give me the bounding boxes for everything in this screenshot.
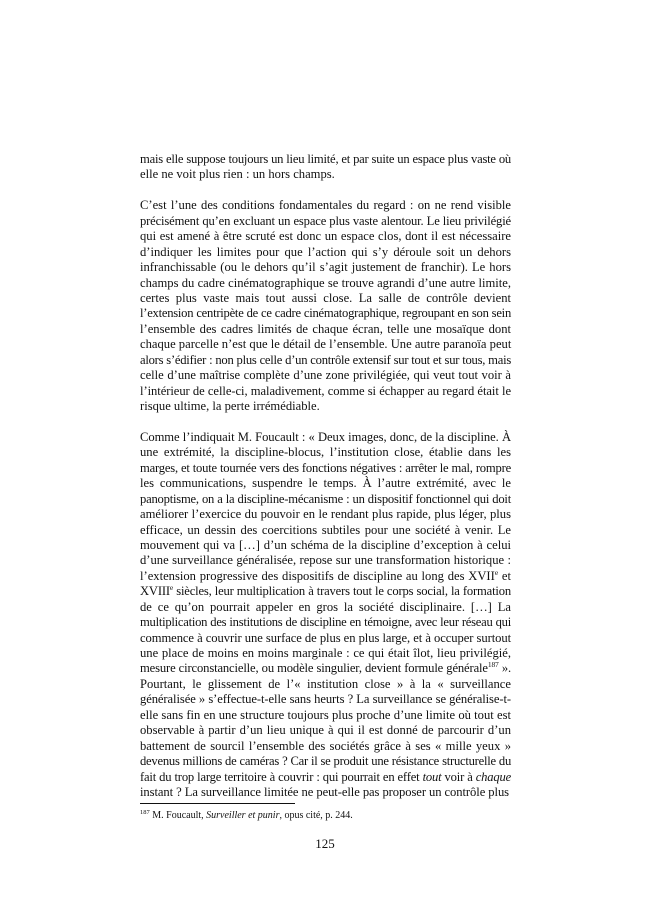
text-segment: devenus millions de caméras ? Car il se produit une résistance structurelle du — [140, 754, 511, 769]
text-segment: elle sans fin en une structure toujours plus proche d’une limite où tout est — [140, 707, 511, 722]
paragraph — [140, 430, 511, 801]
text-segment: elle ne voit plus rien : un hors champs. — [140, 167, 335, 182]
text-segment: multiplication des institutions de discipline en témoigne, avec leur réseau qui — [140, 615, 511, 630]
text-line — [140, 167, 511, 182]
text-line — [140, 661, 511, 676]
text-segment: l’ensemble des cadres limités de chaque écran, telle une mosaïque dont — [140, 321, 511, 336]
text-segment: généralisée » s’effectue-t-elle sans heurts ? La surveillance se généralise-t- — [140, 692, 511, 707]
text-line — [140, 770, 511, 785]
text-segment: ». — [498, 661, 511, 676]
text-line — [140, 615, 511, 630]
text-line — [140, 245, 511, 260]
text-segment: une extrémité, la discipline-blocus, l’institution close, établie dans les — [140, 445, 511, 460]
page-number: 125 — [315, 836, 335, 851]
text-line — [140, 229, 511, 244]
italic-text: tout — [422, 769, 442, 784]
text-line — [140, 538, 511, 553]
paragraph — [140, 152, 511, 183]
text-line — [140, 584, 511, 599]
text-segment: l’extension progressive des dispositifs de discipline au long des XVII — [140, 568, 495, 583]
text-line — [140, 445, 511, 460]
text-segment: observable à partir d’un lieu unique à qui il est donné de parcourir d’un — [140, 723, 511, 738]
text-segment: alors s’édifier : non plus celle d’un contrôle extensif sur tout et sur tous, mais — [140, 352, 511, 367]
text-line — [140, 553, 511, 568]
text-line — [140, 708, 511, 723]
text-segment: risque ultime, la perte irrémédiable. — [140, 399, 320, 413]
text-line — [140, 476, 511, 491]
italic-text: chaque — [475, 769, 511, 784]
text-line — [140, 600, 511, 615]
text-segment: panoptisme, on a la discipline-mécanisme : un dispositif fonctionnel qui doit — [140, 491, 511, 506]
text-segment: commence à couvrir une surface de plus en plus large, et à occuper surtout — [140, 630, 511, 645]
text-segment: qui est amené à être scruté est donc un espace clos, dont il est nécessaire — [140, 229, 511, 244]
text-line — [140, 507, 511, 522]
text-segment: certes plus vaste mais tout aussi close. La salle de contrôle devient — [140, 290, 511, 305]
text-line — [140, 337, 511, 352]
text-segment: mesure circonstancielle, ou modèle singulier, devient formule générale — [140, 661, 488, 676]
text-line — [140, 306, 511, 321]
superscript: e — [494, 567, 499, 577]
text-segment: améliorer l’exercice du pouvoir en le rendant plus rapide, plus léger, plus — [140, 507, 511, 522]
text-segment: battement de sourcil l’ensemble des sociétés grâce à ses « mille yeux » — [140, 738, 511, 753]
text-line — [140, 785, 511, 800]
text-segment: champs du cadre cinématographique se trouve agrandi d’une autre limite, — [140, 275, 511, 290]
body-text — [140, 152, 511, 816]
footnote-rest: , opus cité, p. 244. — [279, 810, 353, 821]
text-segment: les communications, suspendre le temps. À l’autre extrémité, avec le — [140, 476, 511, 491]
text-segment: voir à — [441, 769, 476, 784]
text-segment: marges, et toute tournée vers des fonctions négatives : arrêter le mal, rompre — [140, 460, 511, 475]
text-segment: Pourtant, le glissement de l’« institution close » à la « surveillance — [140, 676, 511, 691]
footnote-separator — [140, 803, 295, 804]
text-line — [140, 492, 511, 507]
text-line — [140, 368, 511, 383]
text-segment: C’est l’une des conditions fondamentales du regard : on ne rend visible — [140, 198, 511, 213]
text-segment: précisément qu’en excluant un espace plus vaste alentour. Le lieu privilégié — [140, 213, 511, 228]
footnote-title: Surveiller et punir — [206, 810, 280, 821]
text-segment: XVIII — [140, 584, 170, 599]
text-line — [140, 723, 511, 738]
text-line — [140, 260, 511, 275]
text-line — [140, 692, 511, 707]
text-segment: mais elle suppose toujours un lieu limité, et par suite un espace plus vaste où — [140, 152, 511, 166]
text-segment: chaque parcelle n’est que le détail de l’ensemble. Une autre paranoïa peut — [140, 337, 512, 352]
text-segment: une place de moins en moins marginale : ce qui était îlot, lieu privilégié, — [140, 646, 511, 660]
text-segment: l’intérieur de celle-ci, maladivement, comme si échapper au regard était le — [140, 383, 511, 398]
paragraph — [140, 198, 511, 414]
text-segment: l’extension centripète de ce cadre cinématographique, regroupant en son sein — [140, 306, 511, 321]
text-line — [140, 739, 511, 754]
text-segment: infranchissable (ou le dehors qu’il s’agit justement de franchir). Le hors — [140, 260, 511, 275]
text-line — [140, 322, 511, 337]
text-line — [140, 384, 511, 399]
text-line — [140, 754, 511, 769]
footnote — [140, 810, 353, 822]
text-line — [140, 523, 511, 538]
text-line — [140, 291, 511, 306]
text-line — [140, 198, 511, 213]
text-line — [140, 631, 511, 646]
text-line — [140, 430, 511, 445]
text-line — [140, 461, 511, 476]
text-segment: d’une surveillance généralisée, repose sur une transformation historique : — [140, 553, 511, 568]
text-line — [140, 399, 511, 414]
superscript: e — [169, 583, 174, 593]
text-line — [140, 569, 511, 584]
text-line — [140, 677, 511, 692]
text-segment: de ce qu’on pourrait appeler en gros la société disciplinaire. […] La — [140, 599, 511, 614]
text-segment: siècles, leur multiplication à travers tout le corps social, la formation — [173, 584, 511, 599]
text-segment: et — [498, 568, 511, 583]
text-line — [140, 353, 511, 368]
footnote-number: 187 — [140, 809, 150, 816]
text-line — [140, 214, 511, 229]
footnote-author: M. Foucault, — [149, 810, 207, 821]
text-segment: celle d’une maîtrise complète d’une zone privilégiée, qui veut tout voir à — [140, 368, 511, 383]
text-segment: d’indiquer les limites pour que l’action qui s’y déroule soit un dehors — [140, 244, 511, 259]
text-segment: efficace, un dessin des coercitions subtiles pour une société à venir. Le — [140, 522, 511, 537]
superscript: 187 — [487, 660, 499, 670]
text-segment: mouvement qui va […] d’un schéma de la discipline d’exception à celui — [140, 537, 511, 552]
text-segment: instant ? La surveillance limitée ne peut-elle pas proposer un contrôle plus — [140, 784, 509, 799]
text-line — [140, 276, 511, 291]
text-line — [140, 646, 511, 661]
text-segment: fait du trop large territoire à couvrir : qui pourrait en effet — [140, 769, 423, 784]
text-line — [140, 152, 511, 167]
text-segment: Comme l’indiquait M. Foucault : « Deux images, donc, de la discipline. À — [140, 429, 511, 444]
